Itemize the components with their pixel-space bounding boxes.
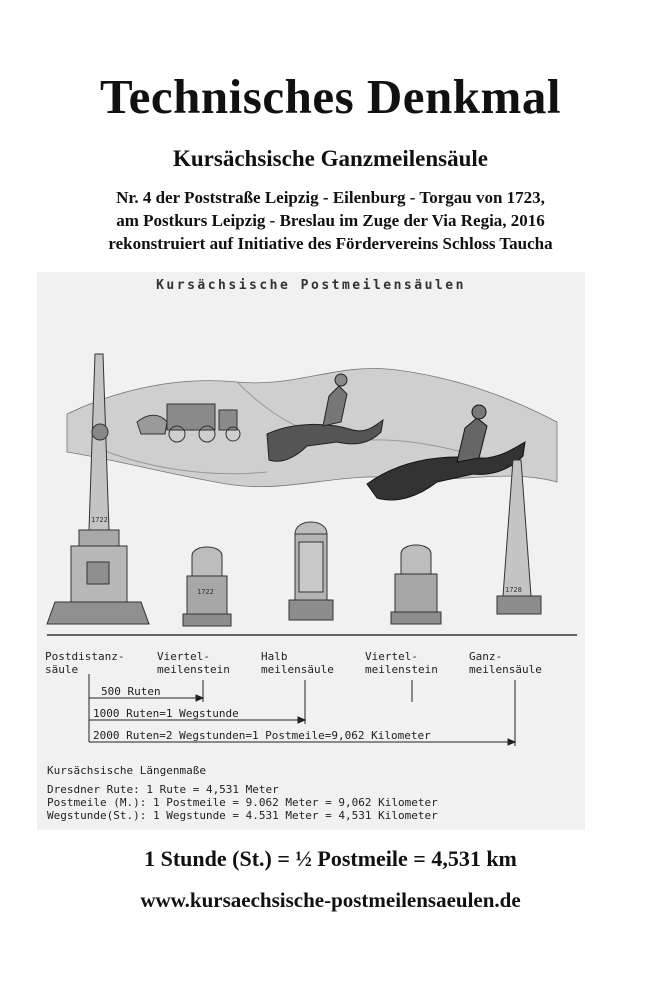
viertelmeilenstein-1 xyxy=(183,547,231,626)
distance-label: 500 Ruten xyxy=(101,685,161,698)
page-subtitle: Kursächsische Ganzmeilensäule xyxy=(173,146,488,171)
info-block xyxy=(0,186,661,255)
measures-block xyxy=(47,764,438,822)
year-mark-3: 1728 xyxy=(505,586,522,594)
measure-line: Postmeile (M.): 1 Postmeile = 9.062 Meter = 9,062 Kilometer xyxy=(47,796,438,809)
measures-title: Kursächsische Längenmaße xyxy=(47,764,206,777)
info-line: rekonstruiert auf Initiative des Fördervereins Schloss Taucha xyxy=(108,234,553,253)
website-link[interactable]: www.kursaechsische-postmeilensaeulen.de xyxy=(140,888,521,912)
info-line: Nr. 4 der Poststraße Leipzig - Eilenburg - Torgau von 1723, xyxy=(116,188,545,207)
stone-label-viertel-2: Viertel- meilenstein xyxy=(365,650,438,676)
distance-label: 2000 Ruten=2 Wegstunden=1 Postmeile=9,062 Kilometer xyxy=(93,729,431,742)
measure-line: Dresdner Rute: 1 Rute = 4,531 Meter xyxy=(47,783,279,796)
stone-label-viertel-1: Viertel- meilenstein xyxy=(157,650,230,676)
halbmeilensaeule xyxy=(289,522,333,620)
info-line: am Postkurs Leipzig - Breslau im Zuge der Via Regia, 2016 xyxy=(116,211,545,230)
illustration-plate xyxy=(37,272,585,830)
formula-text: 1 Stunde (St.) = ½ Postmeile = 4,531 km xyxy=(144,846,517,871)
year-mark-1: 1722 xyxy=(91,516,108,524)
distance-label: 1000 Ruten=1 Wegstunde xyxy=(93,707,239,720)
figure-title: Kursächsische Postmeilensäulen xyxy=(156,278,466,293)
stone-label-halb: Halb meilensäule xyxy=(261,650,334,676)
measure-line: Wegstunde(St.): 1 Wegstunde = 4.531 Meter = 4,531 Kilometer xyxy=(47,809,438,822)
stone-label-ganz: Ganz- meilensäule xyxy=(469,650,542,676)
stone-label-postdistanz: Postdistanz- säule xyxy=(45,650,125,676)
milestone-illustration xyxy=(37,272,585,830)
viertelmeilenstein-2 xyxy=(391,545,441,624)
page-title: Technisches Denkmal xyxy=(99,69,561,124)
year-mark-2: 1722 xyxy=(197,588,214,596)
